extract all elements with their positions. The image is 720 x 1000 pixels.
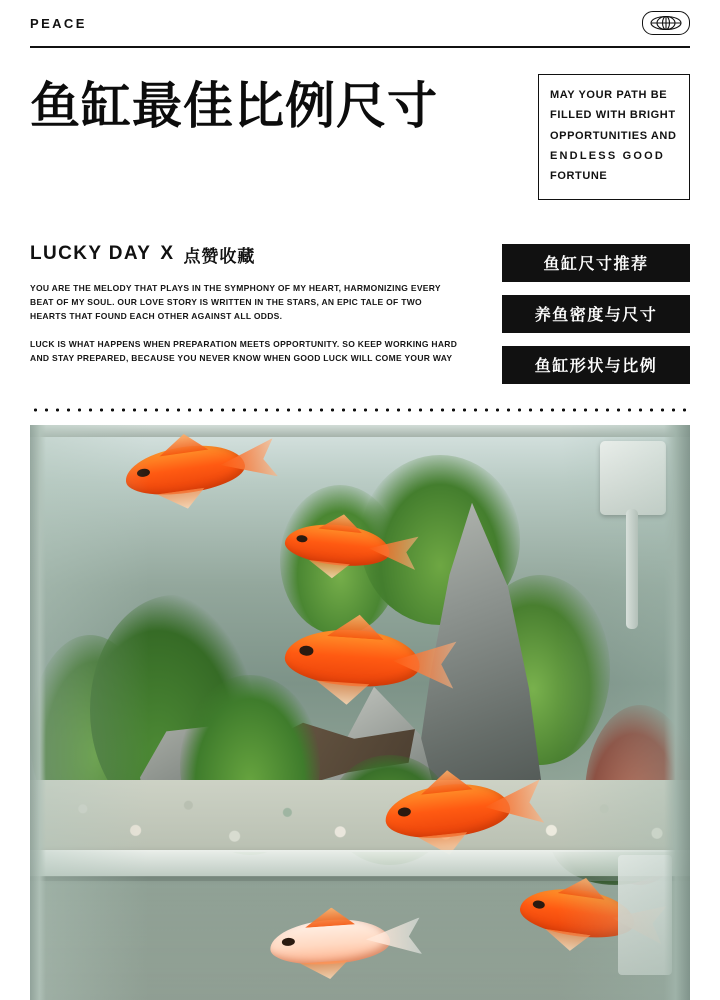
brand-label: PEACE: [30, 15, 87, 31]
subhead: [30, 242, 460, 267]
quote-line-5: FORTUNE: [550, 170, 608, 183]
tag-button-shape-ratio[interactable]: 鱼缸形状与比例: [502, 346, 690, 384]
top-bar: [30, 0, 690, 48]
subhead-en: LUCKY DAY: [30, 243, 152, 265]
quote-line-3: OPPORTUNITIES AND: [550, 129, 677, 142]
globe-icon: [642, 11, 690, 35]
page-title: 鱼缸最佳比例尺寸: [30, 77, 438, 135]
quote-line-1: MAY YOUR PATH BE: [550, 89, 668, 101]
quote-line-4: ENDLESS GOOD: [550, 150, 666, 163]
tag-button-size-recommendation[interactable]: 鱼缸尺寸推荐: [502, 244, 690, 282]
glass-reflection: [30, 425, 690, 1000]
headline-row: [30, 74, 690, 200]
quote-box: [538, 74, 690, 200]
tag-button-stocking-density[interactable]: 养鱼密度与尺寸: [502, 295, 690, 333]
article-column: [30, 242, 460, 365]
quote-line-2: FILLED WITH BRIGHT: [550, 109, 676, 122]
subhead-separator: X: [160, 243, 175, 265]
paragraph-1: YOU ARE THE MELODY THAT PLAYS IN THE SYMPHONY OF MY HEART, HARMONIZING EVERY BEAT OF MY SOUL. OUR LOVE STORY IS WRITTEN IN THE STARS, AN EPIC TALE OF TWO HEARTS THAT FOUND EACH OTHER AGAINST ALL ODDS.: [30, 282, 441, 321]
aquarium-photo: [30, 425, 690, 1000]
subhead-cn: 点赞收藏: [183, 246, 256, 267]
dotted-divider: [30, 406, 690, 414]
middle-section: [30, 242, 690, 384]
photo-canvas: [30, 425, 690, 1000]
tag-list: [502, 242, 690, 384]
paragraph-2: LUCK IS WHAT HAPPENS WHEN PREPARATION MEETS OPPORTUNITY. SO KEEP WORKING HARD AND STAY PREPARED, BECAUSE YOU NEVER KNOW WHEN GOOD LUCK WILL COME YOUR WAY: [30, 338, 458, 363]
